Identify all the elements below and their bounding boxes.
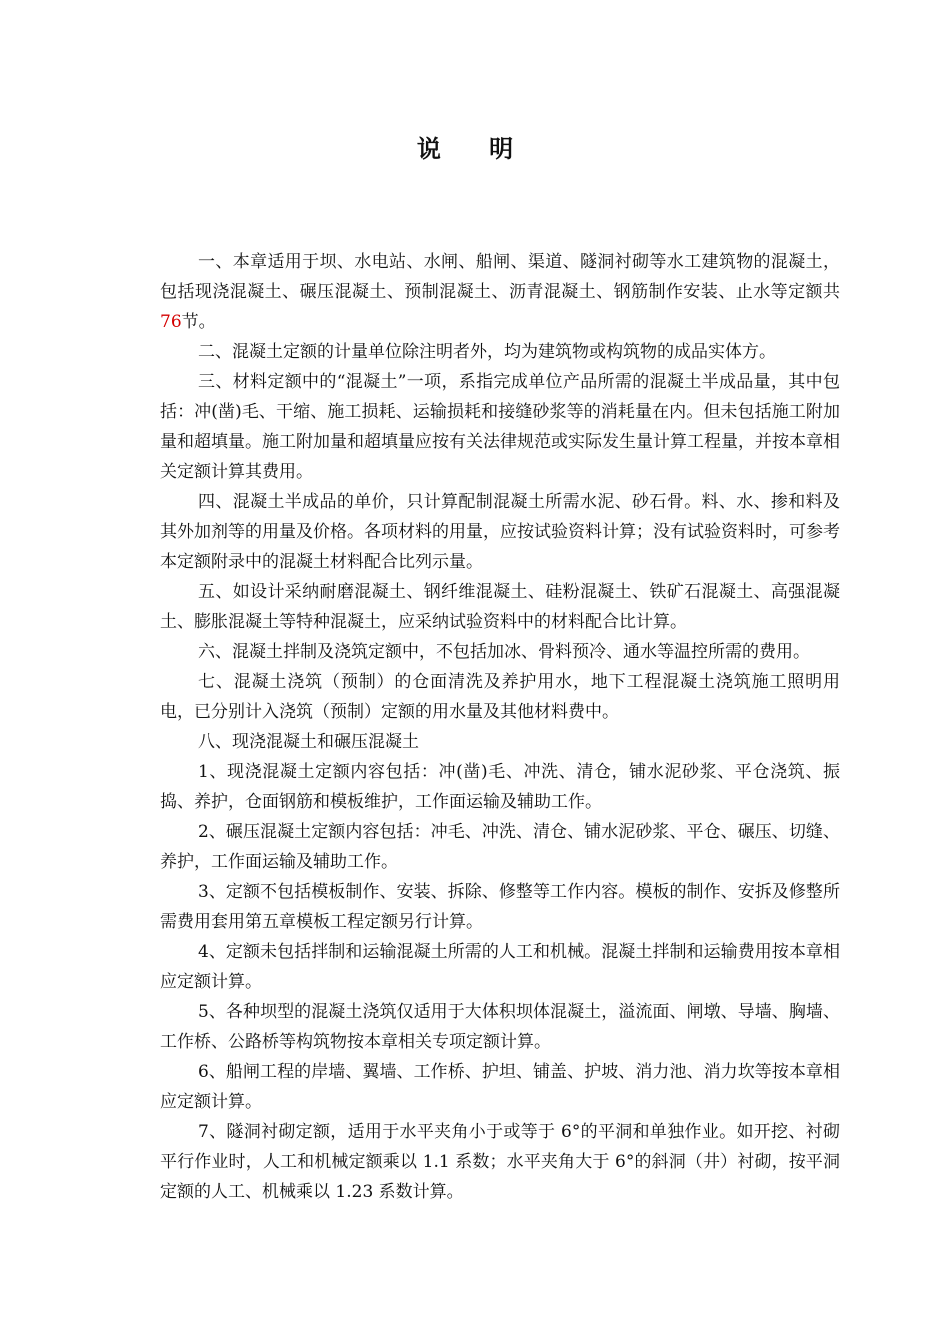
- paragraph-1-text-before: 一、本章适用于坝、水电站、水闸、船闸、渠道、隧洞衬砌等水工建筑物的混凝土，包括现浇混凝土、碾压混凝土、预制混凝土、沥青混凝土、钢筋制作安装、止水等定额共: [160, 252, 840, 302]
- paragraph-8-item-7: 7、隧洞衬砌定额，适用于水平夹角小于或等于 6°的平洞和单独作业。如开挖、衬砌平行作业时，人工和机械定额乘以 1.1 系数；水平夹角大于 6°的斜洞（井）衬砌，按平洞定额的人工、机械乘以 1.23 系数计算。: [160, 1122, 840, 1202]
- paragraph-8-heading: 八、现浇混凝土和碾压混凝土: [198, 732, 419, 752]
- paragraph-2: 二、混凝土定额的计量单位除注明者外，均为建筑物或构筑物的成品实体方。: [198, 342, 776, 362]
- paragraph-8-item-2: 2、碾压混凝土定额内容包括：冲毛、冲洗、清仓、铺水泥砂浆、平仓、碾压、切缝、养护，工作面运输及辅助工作。: [160, 822, 840, 872]
- paragraph-8-item-6: 6、船闸工程的岸墙、翼墙、工作桥、护坦、铺盖、护坡、消力池、消力坎等按本章相应定额计算。: [160, 1062, 840, 1112]
- paragraph-6: 六、混凝土拌制及浇筑定额中，不包括加冰、骨料预冷、通水等温控所需的费用。: [198, 642, 810, 662]
- paragraph-8-item-4: 4、定额未包括拌制和运输混凝土所需的人工和机械。混凝土拌制和运输费用按本章相应定额计算。: [160, 942, 840, 992]
- page-title: 说 明: [416, 134, 534, 163]
- paragraph-1: [160, 247, 840, 337]
- paragraph-8-item-3: 3、定额不包括模板制作、安装、拆除、修整等工作内容。模板的制作、安拆及修整所需费用套用第五章模板工程定额另行计算。: [160, 882, 840, 932]
- paragraph-7: 七、混凝土浇筑（预制）的仓面清洗及养护用水，地下工程混凝土浇筑施工照明用电，已分别计入浇筑（预制）定额的用水量及其他材料费中。: [160, 672, 840, 722]
- paragraph-8-item-5: 5、各种坝型的混凝土浇筑仅适用于大体积坝体混凝土，溢流面、闸墩、导墙、胸墙、工作桥、公路桥等构筑物按本章相关专项定额计算。: [160, 1002, 840, 1052]
- paragraph-1-text-after: 节。: [181, 312, 216, 332]
- paragraph-5: 五、如设计采纳耐磨混凝土、钢纤维混凝土、硅粉混凝土、铁矿石混凝土、高强混凝土、膨胀混凝土等特种混凝土，应采纳试验资料中的材料配合比计算。: [160, 582, 840, 632]
- section-count-highlight: 76: [160, 312, 182, 332]
- paragraph-4: 四、混凝土半成品的单价，只计算配制混凝土所需水泥、砂石骨。料、水、掺和料及其外加剂等的用量及价格。各项材料的用量，应按试验资料计算；没有试验资料时，可参考本定额附录中的混凝土材料配合比列示量。: [160, 492, 840, 572]
- paragraph-3: 三、材料定额中的“混凝土”一项，系指完成单位产品所需的混凝土半成品量，其中包括：冲(凿)毛、干缩、施工损耗、运输损耗和接缝砂浆等的消耗量在内。但未包括施工附加量和超填量。施工附加量和超填量应按有关法律规范或实际发生量计算工程量，并按本章相关定额计算其费用。: [160, 372, 840, 482]
- document-body: [160, 247, 840, 1207]
- paragraph-8-item-1: 1、现浇混凝土定额内容包括：冲(凿)毛、冲洗、清仓，铺水泥砂浆、平仓浇筑、振捣、养护，仓面钢筋和模板维护，工作面运输及辅助工作。: [160, 762, 840, 812]
